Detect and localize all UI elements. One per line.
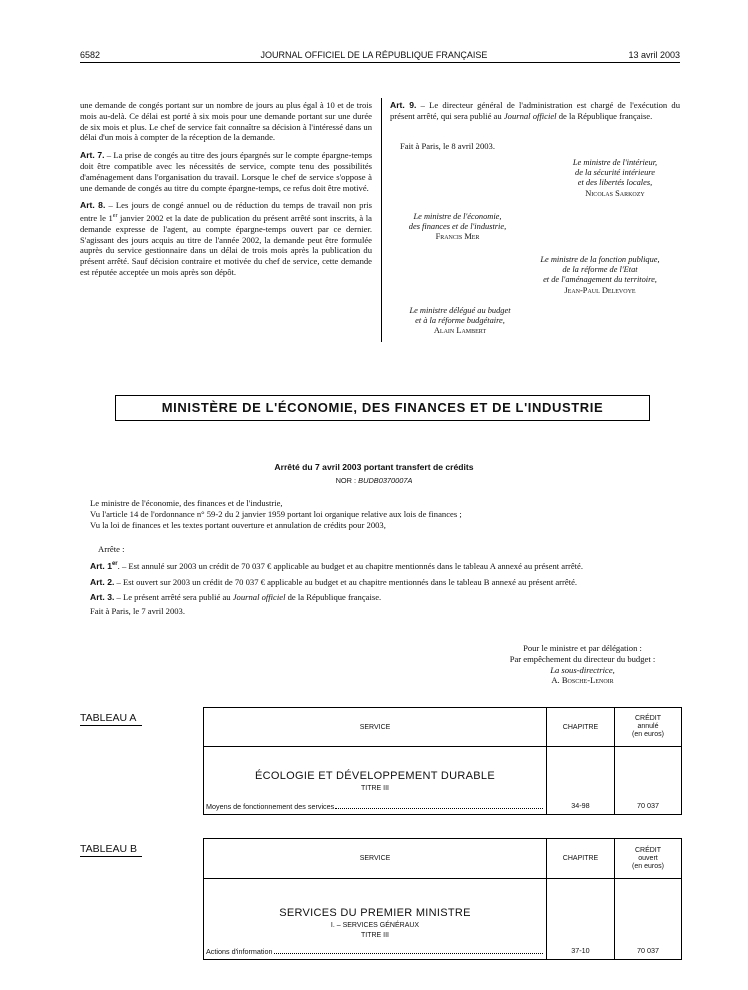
column-divider <box>381 98 382 342</box>
article-7: Art. 7. – La prise de congés au titre des jours épargnés sur le compte épargne-temps doit être compatible avec les nécessités de service, compte tenu des possibilités d'aménagement dans l'organisation du travail. Lorsque le chef de service s'oppose à une demande de congés au titre du compte épargne-temps, ce refus doit être motivé. <box>80 150 372 193</box>
article-label: Art. 7. <box>80 150 105 161</box>
article-8: Art. 8. – Les jours de congé annuel ou de réduction du temps de travail non pris entre le 1er janvier 2002 et la date de publication du présent arrêté sont inscrits, à la demande expresse de l'agent, au compte épargne-temps ouvert par ce dernier. S'agissant des jours acquis au titre de l'année 2002, la demande peut être formulée auprès du service gestionnaire dans un délai de trois mois après la publication du présent arrêté. Sauf décision contraire et motivée du chef de service, cette demande est réputée acceptée un mois après son dépôt. <box>80 200 373 278</box>
decree-intro: Le ministre de l'économie, des finances et de l'industrie, Vu l'article 14 de l'ordonnance n° 59-2 du 2 janvier 1959 portant loi organique relative aux lois de finances ; Vu la loi de finances et les textes portant ouverture et annulation de crédits pour 2003, <box>90 498 462 530</box>
decree-signature: Pour le ministre et par délégation : Par empêchement du directeur du budget : La sous-directrice, A. Bosche-Lenoir <box>480 643 685 686</box>
service-cell <box>204 747 547 815</box>
section-title: ÉCOLOGIE ET DÉVELOPPEMENT DURABLE <box>255 770 495 782</box>
table-row <box>204 879 682 960</box>
signatory-name: Alain Lambert <box>433 326 487 336</box>
table-a-label: TABLEAU A <box>80 712 142 726</box>
decree-title: Arrêté du 7 avril 2003 portant transfert de crédits <box>274 462 474 472</box>
signatory-name: Francis Mer <box>435 232 480 242</box>
header-chapitre: CHAPITRE <box>547 839 615 879</box>
table-row <box>204 747 682 815</box>
signature-economy: Le ministre de l'économie, des finances et de l'industrie, Francis Mer <box>408 212 507 242</box>
header-credit: CRÉDIT annulé (en euros) <box>615 708 682 747</box>
signatory-name: Jean-Paul Delevoye <box>564 285 636 295</box>
titre: TITRE III <box>361 932 389 939</box>
chapitre-cell: 37-10 <box>547 879 615 960</box>
left-column <box>80 100 372 285</box>
table-b-label: TABLEAU B <box>80 843 142 857</box>
issue-date: 13 avril 2003 <box>628 50 680 60</box>
signatory-name: Nicolas Sarkozy <box>585 188 645 198</box>
header-credit: CRÉDIT ouvert (en euros) <box>615 839 682 879</box>
subsection-title: I. – SERVICES GÉNÉRAUX <box>330 922 420 929</box>
article-label: Art. 8. <box>80 200 106 211</box>
done-at: Fait à Paris, le 7 avril 2003. <box>90 606 185 617</box>
header-chapitre: CHAPITRE <box>547 708 615 747</box>
article-2: Art. 2. – Est ouvert sur 2003 un crédit de 70 037 € applicable au budget et au chapitre mentionnés dans le tableau B annexé au présent arrêté. <box>90 576 578 587</box>
article-9: Art. 9. – Le directeur général de l'administration est chargé de l'exécution du présent arrêté, qui sera publié au Journal officiel de la République française. <box>390 100 680 121</box>
table-a <box>203 707 682 815</box>
done-at: Fait à Paris, le 8 avril 2003. <box>400 141 495 151</box>
line-item: Actions d'information <box>204 947 546 956</box>
header-service: SERVICE <box>204 839 547 879</box>
article-label: Art. 9. <box>390 100 417 110</box>
decree-articles <box>80 559 680 617</box>
credit-cell: 70 037 <box>615 747 682 815</box>
table-header-row <box>204 708 682 747</box>
table-header-row <box>204 839 682 879</box>
chapitre-cell: 34-98 <box>547 747 615 815</box>
table-b <box>203 838 682 960</box>
ministry-banner: MINISTÈRE DE L'ÉCONOMIE, DES FINANCES ET DE L'INDUSTRIE <box>115 395 650 421</box>
signature-fonction-publique: Le ministre de la fonction publique, de la réforme de l'Etat et de l'aménagement du territoire, Jean-Paul Delevoye <box>540 255 660 295</box>
paragraph: une demande de congés portant sur un nombre de jours au plus égal à 10 et de trois mois au-delà. Ce délai est porté à six mois pour une demande portant sur une durée de six mois et plus. Le chef de service fait connaître sa décision à l'intéressé dans un délai d'un mois à compter de la réception de la demande. <box>80 100 372 143</box>
page-number: 6582 <box>80 50 101 60</box>
titre: TITRE III <box>361 785 389 792</box>
section-title: SERVICES DU PREMIER MINISTRE <box>279 907 471 919</box>
signature-interior: Le ministre de l'intérieur, de la sécurité intérieure et des libertés locales, Nicolas Sarkozy <box>572 158 658 198</box>
arrete-label: Arrête : <box>98 544 125 554</box>
signature-budget: Le ministre délégué au budget et à la réforme budgétaire, Alain Lambert <box>409 306 511 336</box>
header-service: SERVICE <box>204 708 547 747</box>
line-item: Moyens de fonctionnement des services <box>204 802 546 811</box>
signatory-name: A. Bosche-Lenoir <box>551 675 614 686</box>
nor-reference: NOR : BUDB0370007A <box>335 476 413 485</box>
article-1: Art. 1er. – Est annulé sur 2003 un crédit de 70 037 € applicable au budget et au chapitre mentionnés dans le tableau A annexé au présent arrêté. <box>90 560 583 571</box>
journal-title: JOURNAL OFFICIEL DE LA RÉPUBLIQUE FRANÇAISE <box>260 50 488 60</box>
header-rule <box>80 62 680 63</box>
right-column <box>390 100 680 129</box>
service-cell <box>204 879 547 960</box>
article-3: Art. 3. – Le présent arrêté sera publié au Journal officiel de la République française. <box>90 592 382 603</box>
credit-cell: 70 037 <box>615 879 682 960</box>
